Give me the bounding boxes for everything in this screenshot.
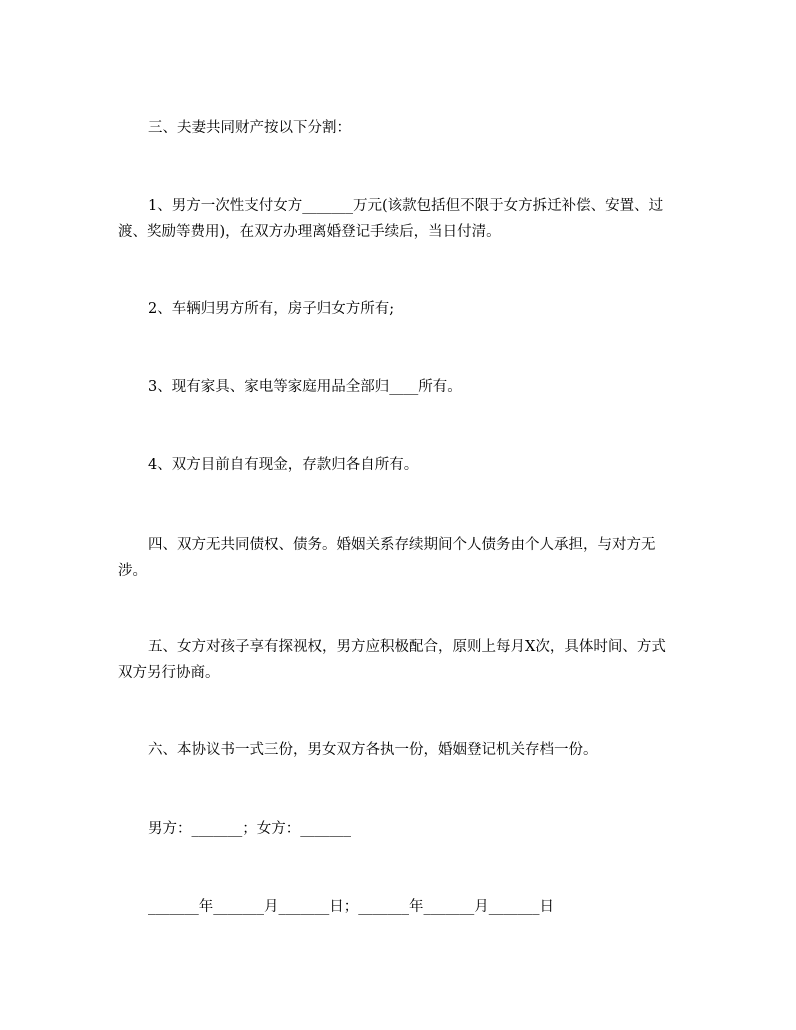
section-6: 六、本协议书一式三份，男女双方各执一份，婚姻登记机关存档一份。: [148, 742, 598, 758]
section-3-heading: 三、夫妻共同财产按以下分割：: [148, 120, 351, 136]
clause-3-3: 3、现有家具、家电等家庭用品全部归____所有。: [148, 379, 462, 395]
clause-3-1: 1、男方一次性支付女方_______万元(该款包括但不限于女方拆迁补偿、安置、过渡、奖励等费用)，在双方办理离婚登记手续后，当日付清。: [118, 198, 664, 240]
section-5: 五、女方对孩子享有探视权，男方应积极配合，原则上每月X次，具体时间、方式双方另行协商。: [118, 639, 666, 681]
section-4: 四、双方无共同债权、债务。婚姻关系存续期间个人债务由个人承担，与对方无涉。: [118, 537, 656, 579]
date-line: _______年_______月_______日；_______年_______月_______日: [148, 899, 554, 915]
clause-3-2: 2、车辆归男方所有，房子归女方所有;: [148, 301, 395, 317]
signature-line: 男方：_______；女方：_______: [148, 821, 351, 837]
clause-3-4: 4、双方目前自有现金，存款归各自所有。: [148, 457, 419, 473]
